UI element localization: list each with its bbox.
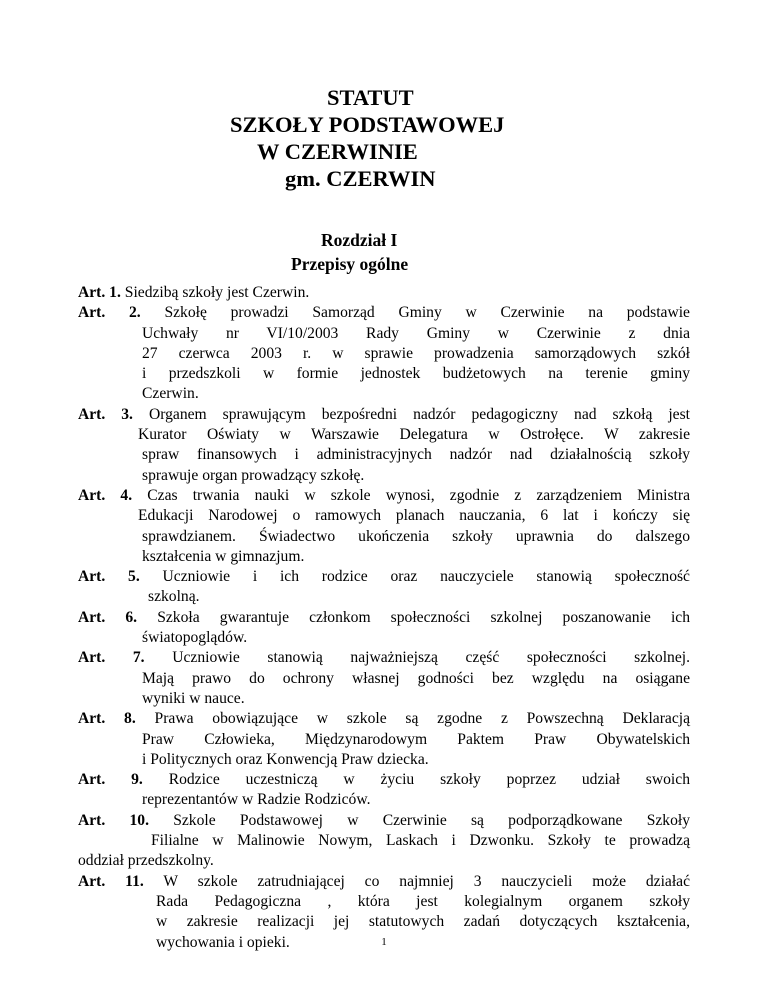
article-number: Art. 8. (78, 710, 136, 728)
chapter-title: Przepisy ogólne (291, 254, 409, 274)
article-text: wyniki w nauce. (142, 689, 245, 707)
article-text: spraw finansowych i administracyjnych nadzór nad działalnością szkoły (142, 446, 690, 464)
article-10 (78, 811, 690, 872)
article-text: sprawdzianem. Świadectwo ukończenia szkoły uprawnia do dalszego (142, 527, 690, 545)
article-2 (78, 303, 690, 404)
article-5 (78, 567, 690, 608)
article-7 (78, 648, 690, 709)
title-line-3: W CZERWINIE (257, 139, 418, 164)
article-text: kształcenia w gimnazjum. (142, 547, 305, 565)
document-title (0, 84, 768, 192)
article-text: światopoglądów. (142, 629, 248, 647)
article-number: Art. 1. (78, 284, 121, 301)
article-3 (78, 405, 690, 486)
article-text: Kurator Oświaty w Warszawie Delegatura w Ostrołęce. W zakresie (138, 426, 690, 444)
article-number: Art. 6. (78, 608, 138, 626)
article-number: Art. 2. (78, 304, 141, 322)
article-number: Art. 5. (78, 568, 140, 586)
article-text: wychowania i opieki. (156, 933, 290, 951)
article-text: Filialne w Malinowie Nowym, Laskach i Dzwonku. Szkoły te prowadzą (151, 832, 690, 850)
article-text: Uczniowie stanowią najważniejszą część społeczności szkolnej. (172, 649, 690, 667)
article-text: W szkole zatrudniającej co najmniej 3 nauczycieli może działać (163, 872, 691, 890)
article-1 (78, 283, 690, 303)
article-6 (78, 608, 690, 649)
chapter-heading (0, 228, 768, 276)
article-8 (78, 709, 690, 770)
article-text: Praw Człowieka, Międzynarodowym Paktem Praw Obywatelskich (142, 730, 690, 748)
article-text: i przedszkoli w formie jednostek budżetowych na terenie gminy (142, 365, 690, 383)
article-number: Art. 9. (78, 771, 143, 789)
article-text: Rodzice uczestniczą w życiu szkoły poprzez udział swoich (168, 771, 690, 789)
article-text: i Politycznych oraz Konwencją Praw dziecka. (142, 750, 429, 768)
article-number: Art. 3. (78, 405, 133, 423)
article-text: Uchwały nr VI/10/2003 Rady Gminy w Czerwinie z dnia (142, 324, 690, 342)
article-number: Art. 7. (78, 649, 145, 667)
article-text: oddział przedszkolny. (78, 852, 214, 870)
chapter-number: Rozdział I (321, 230, 398, 250)
article-text: szkolną. (148, 588, 200, 606)
article-text: Rada Pedagogiczna , która jest kolegialnym organem szkoły (156, 892, 690, 910)
article-9 (78, 770, 690, 811)
title-line-1: STATUT (327, 85, 414, 110)
article-text: reprezentantów w Radzie Rodziców. (142, 791, 371, 809)
page-number: 1 (381, 936, 387, 948)
article-text: Mają prawo do ochrony własnej godności bez względu na osiągane (142, 669, 690, 687)
article-number: Art. 4. (78, 486, 133, 504)
article-text: sprawuje organ prowadzący szkołę. (142, 466, 365, 484)
article-text: Czas trwania nauki w szkole wynosi, zgodnie z zarządzeniem Ministra (147, 486, 690, 504)
title-line-2: SZKOŁY PODSTAWOWEJ (230, 112, 505, 137)
article-text: Organem sprawującym bezpośredni nadzór pedagogiczny nad szkołą jest (148, 405, 690, 423)
article-text: Siedzibą szkoły jest Czerwin. (124, 284, 310, 301)
title-line-4: gm. CZERWIN (285, 166, 436, 191)
article-text: Szkoła gwarantuje członkom społeczności szkolnej poszanowanie ich (157, 608, 691, 626)
article-text: Czerwin. (142, 385, 199, 403)
article-text: Szkołę prowadzi Samorząd Gminy w Czerwinie na podstawie (164, 304, 690, 322)
article-text: Edukacji Narodowej o ramowych planach nauczania, 6 lat i kończy się (138, 507, 690, 525)
article-number: Art. 10. (78, 811, 149, 829)
article-number: Art. 11. (78, 872, 144, 890)
article-text: w zakresie realizacji jej statutowych zadań dotyczących kształcenia, (156, 913, 690, 931)
article-4 (78, 486, 690, 567)
article-text: Szkole Podstawowej w Czerwinie są podporządkowane Szkoły (173, 811, 691, 829)
article-text: Uczniowie i ich rodzice oraz nauczyciele stanowią społeczność (162, 568, 690, 586)
article-text: Prawa obowiązujące w szkole są zgodne z Powszechną Deklaracją (154, 710, 690, 728)
article-text: 27 czerwca 2003 r. w sprawie prowadzenia samorządowych szkół (142, 344, 690, 362)
articles-list (78, 283, 690, 953)
